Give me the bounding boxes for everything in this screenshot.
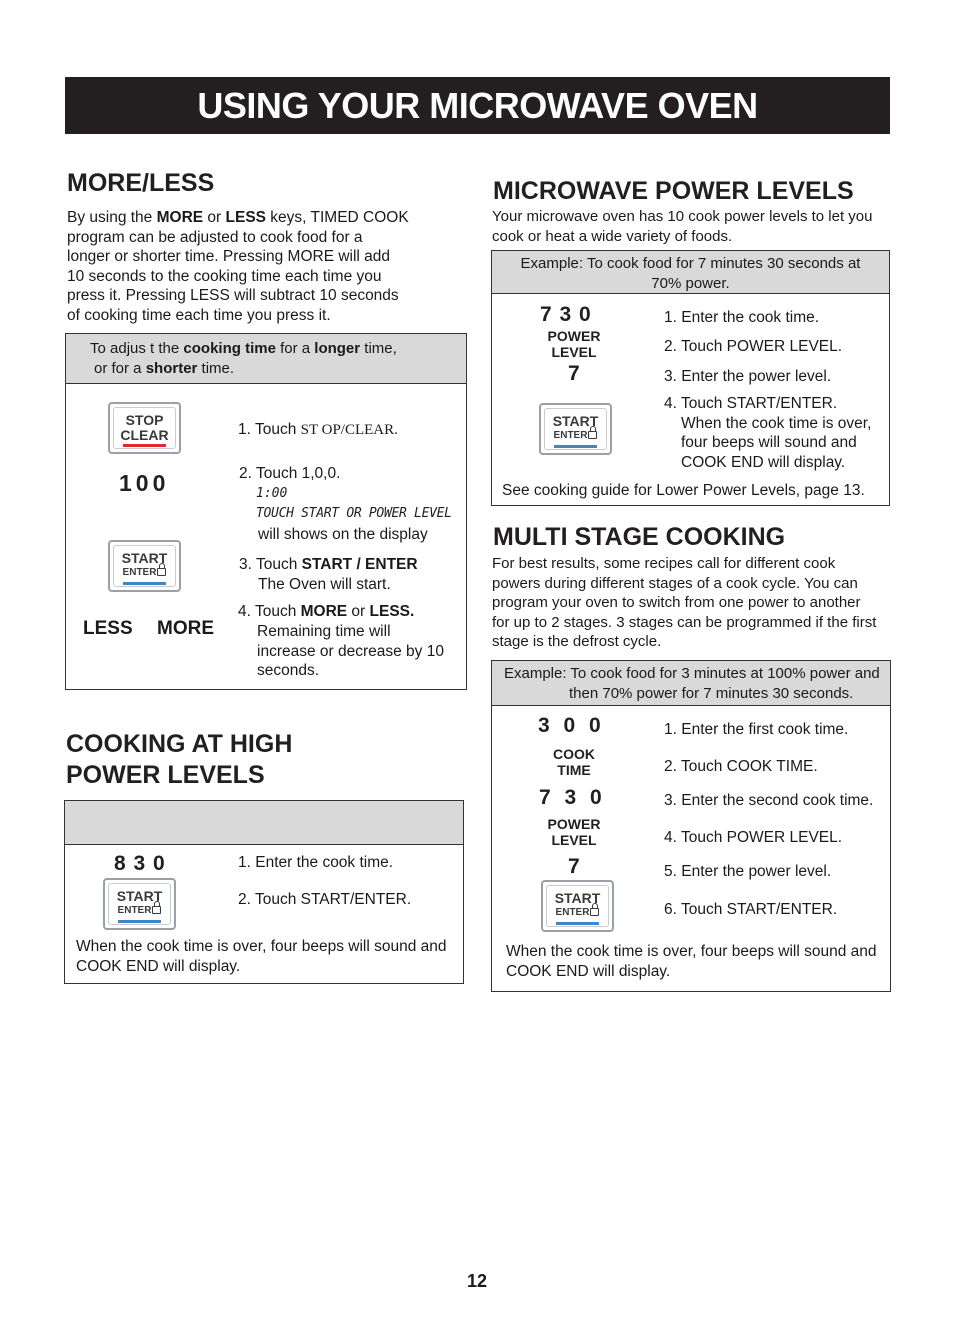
key-label: ENTER	[110, 567, 179, 578]
more-less-instruction-box	[65, 333, 467, 690]
high-power-instruction-box	[64, 800, 464, 984]
step-3: 3. Enter the second cook time.	[664, 792, 874, 809]
key-indicator-bar	[118, 920, 161, 923]
lcd-message: TOUCH START OR POWER LEVEL	[256, 506, 452, 521]
key-indicator-bar	[123, 582, 166, 585]
box-header-line: To adjus t the cooking time for a longer time,	[90, 340, 397, 357]
step-3: 3. Touch START / ENTER	[239, 556, 418, 573]
power-level-key[interactable]: POWER LEVEL	[547, 328, 601, 360]
step-4: 4. Touch START/ENTER. When the cook time is over, four beeps will sound and COOK END will display.	[664, 395, 872, 471]
more-less-box-header	[66, 334, 466, 384]
key-label: ENTER	[543, 907, 612, 918]
step-5: 5. Enter the power level.	[664, 863, 832, 880]
para-line: press it. Pressing LESS will subtract 10 seconds	[67, 287, 399, 304]
lcd-readout: 1:00	[256, 486, 288, 501]
high-power-heading: COOKING AT HIGH POWER LEVELS	[66, 730, 293, 789]
start-enter-key[interactable]	[103, 878, 176, 930]
step-4: 4. Touch POWER LEVEL.	[664, 829, 843, 846]
step-2-detail: will shows on the display	[258, 526, 428, 543]
power-levels-description: Your microwave oven has 10 cook power levels to let you cook or heat a wide variety of foods.	[492, 208, 873, 245]
stop-clear-key[interactable]	[108, 402, 181, 454]
cook-time-key[interactable]: COOK TIME	[553, 746, 595, 778]
box-header-line: or for a shorter time.	[94, 359, 235, 377]
display-digits: 7 3 0	[540, 303, 592, 326]
lock-icon	[588, 431, 597, 439]
box-footer-note: When the cook time is over, four beeps will sound and COOK END will display.	[76, 938, 447, 975]
box-footer-note: See cooking guide for Lower Power Levels, page 13.	[502, 482, 865, 499]
display-digits: 7 3 0	[539, 786, 606, 809]
key-label: START	[121, 550, 168, 566]
step-3: 3. Enter the power level.	[664, 368, 832, 385]
less-key[interactable]: LESS	[83, 618, 133, 639]
power-level-key[interactable]: POWER LEVEL	[547, 816, 601, 848]
power-level-digit: 7	[568, 362, 586, 385]
start-enter-key[interactable]	[108, 540, 181, 592]
multi-stage-instruction-box	[491, 660, 891, 992]
key-indicator-bar	[123, 444, 166, 447]
step-1: 1. Enter the cook time.	[664, 309, 820, 326]
power-levels-heading: MICROWAVE POWER LEVELS	[493, 177, 854, 205]
para-line: 10 seconds to the cooking time each time you	[67, 267, 382, 285]
display-digits: 8 3 0	[114, 852, 166, 875]
high-power-box-header	[65, 801, 463, 845]
lock-icon	[152, 906, 161, 914]
multi-stage-description: For best results, some recipes call for different cook powers during different stages of a cook cycle. You can program your oven to switch from one power to another for up to 2 stages. 3 stages can be programmed if the first stage is the defrost cycle.	[492, 555, 877, 650]
para-line: of cooking time each time you press it.	[67, 306, 331, 324]
page-banner-title: USING YOUR MICROWAVE OVEN	[65, 77, 890, 134]
step-2: 2. Touch POWER LEVEL.	[664, 338, 843, 355]
page-number: 12	[466, 1271, 488, 1291]
key-indicator-bar	[554, 445, 597, 448]
step-4-detail: Remaining time will increase or decrease by 10 seconds.	[257, 623, 444, 679]
more-less-description	[67, 208, 457, 325]
lock-icon	[590, 908, 599, 916]
step-6: 6. Touch START/ENTER.	[664, 901, 838, 918]
key-label: START	[554, 890, 601, 906]
multi-stage-example-header: Example: To cook food for 3 minutes at 100% power and then 70% power for 7 minutes 30 seconds.	[492, 661, 890, 706]
key-label: START	[552, 413, 599, 429]
para-line: longer or shorter time. Pressing MORE will add	[67, 248, 391, 265]
start-enter-key[interactable]	[541, 880, 614, 932]
box-footer-note: When the cook time is over, four beeps will sound and COOK END will display.	[506, 943, 877, 980]
key-label: START	[116, 888, 163, 904]
step-1: 1. Touch ST OP/CLEAR.	[238, 421, 398, 438]
step-1: 1. Enter the first cook time.	[664, 721, 849, 738]
more-less-heading: MORE/LESS	[67, 169, 215, 197]
display-digits: 3 0 0	[538, 714, 605, 737]
step-2: 2. Touch COOK TIME.	[664, 758, 818, 775]
step-1: 1. Enter the cook time.	[238, 854, 394, 871]
power-levels-instruction-box	[491, 250, 890, 506]
power-levels-example-header: Example: To cook food for 7 minutes 30 seconds at 70% power.	[492, 251, 889, 294]
power-level-digit: 7	[568, 855, 586, 878]
more-key[interactable]: MORE	[157, 618, 214, 639]
multi-stage-heading: MULTI STAGE COOKING	[493, 523, 786, 551]
step-2: 2. Touch START/ENTER.	[238, 891, 412, 908]
step-3-detail: The Oven will start.	[258, 576, 391, 593]
start-enter-key[interactable]	[539, 403, 612, 455]
key-label: STOP	[125, 412, 164, 428]
key-label: CLEAR	[120, 427, 169, 443]
key-indicator-bar	[556, 922, 599, 925]
para-line: program can be adjusted to cook food for a	[67, 228, 363, 246]
step-2: 2. Touch 1,0,0.	[239, 465, 341, 482]
display-digits: 100	[119, 470, 170, 496]
key-label: ENTER	[105, 905, 174, 916]
para-line: By using the MORE or LESS keys, TIMED COOK	[67, 209, 409, 226]
lock-icon	[157, 568, 166, 576]
key-label: ENTER	[541, 430, 610, 441]
step-4: 4. Touch MORE or LESS.	[238, 603, 415, 620]
